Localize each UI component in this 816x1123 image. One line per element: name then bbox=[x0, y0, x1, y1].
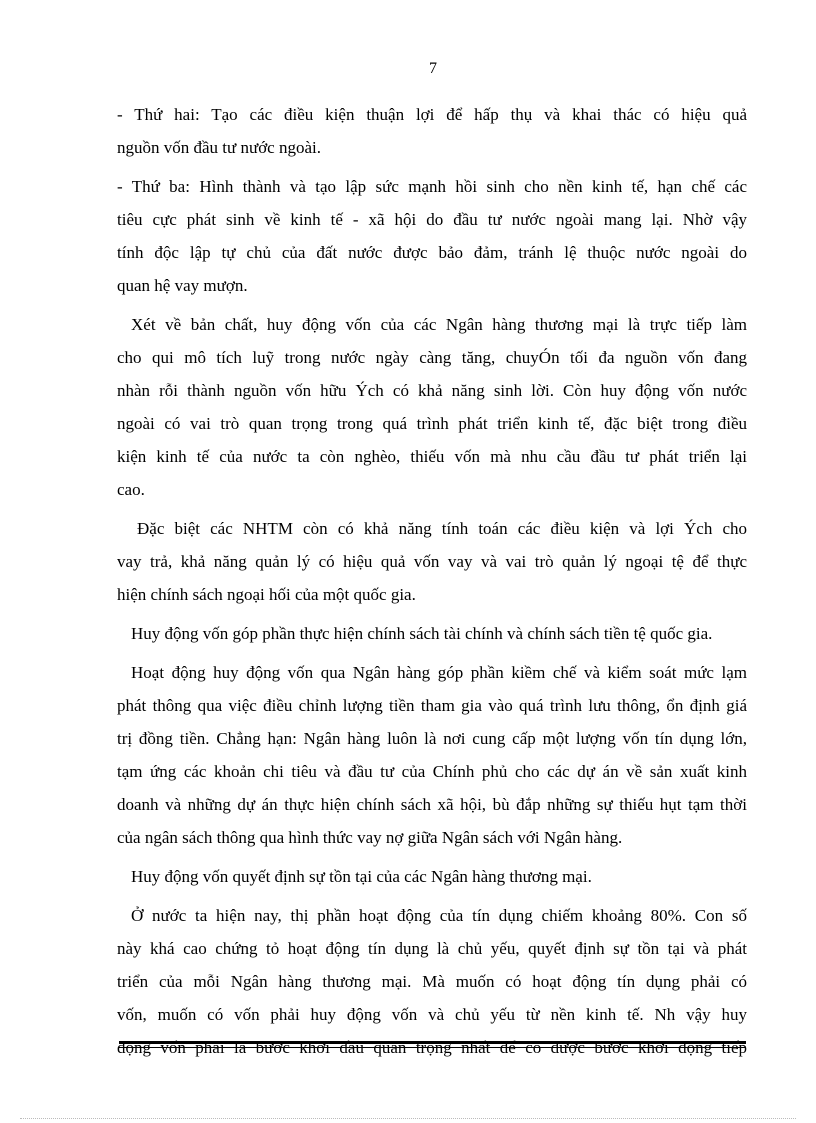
paragraph-lam-phat bbox=[117, 656, 747, 854]
text-line: tạm ứng các khoản chi tiêu và đầu tư của Chính phủ cho các dự án về sản xuất kinh bbox=[117, 762, 747, 781]
text-line: Huy động vốn quyết định sự tồn tại của các Ngân hàng thương mại. bbox=[131, 867, 592, 886]
text-line: - Thứ ba: Hình thành và tạo lập sức mạnh hồi sinh cho nền kinh tế, hạn chế các bbox=[117, 177, 747, 196]
paragraph-thu-hai bbox=[117, 98, 747, 164]
text-line: cao. bbox=[117, 480, 145, 499]
text-line: - Thứ hai: Tạo các điều kiện thuận lợi để hấp thụ và khai thác có hiệu quả bbox=[117, 105, 747, 124]
text-line: Đặc biệt các NHTM còn có khả năng tính toán các điều kiện và lợi Ých cho bbox=[137, 519, 747, 538]
text-line: phát thông qua việc điều chỉnh lượng tiền tham gia vào quá trình lưu thông, ổn định giá bbox=[117, 696, 747, 715]
text-line: trị đồng tiền. Chẳng hạn: Ngân hàng luôn là nơi cung cấp một lượng vốn tín dụng lớn, bbox=[117, 729, 747, 748]
text-line: vốn, muốn có vốn phải huy động vốn và chủ yếu từ nền kinh tế. Nh vậy huy bbox=[117, 1005, 747, 1024]
text-line: nguồn vốn đầu tư nước ngoài. bbox=[117, 138, 321, 157]
text-line: cho qui mô tích luỹ trong nước ngày càng tăng, chuyÓn tối đa nguồn vốn đang bbox=[117, 348, 747, 367]
paragraph-thu-ba bbox=[117, 170, 747, 302]
document-body bbox=[117, 98, 747, 1070]
text-line: động vốn phải là bước khởi đầu quan trọng nhất để có được bước khởi động tiếp bbox=[117, 1038, 747, 1057]
text-line: nhàn rỗi thành nguồn vốn hữu Ých có khả năng sinh lời. Còn huy động vốn nước bbox=[117, 381, 747, 400]
footer-rule-thin bbox=[119, 1047, 746, 1048]
page-bottom-border bbox=[20, 1118, 796, 1119]
text-line: của ngân sách thông qua hình thức vay nợ giữa Ngân sách với Ngân hàng. bbox=[117, 828, 623, 847]
text-line: Xét về bản chất, huy động vốn của các Ngân hàng thương mại là trực tiếp làm bbox=[131, 315, 747, 334]
paragraph-ton-tai bbox=[117, 860, 747, 893]
text-line: này khá cao chứng tỏ hoạt động tín dụng là chủ yếu, quyết định sự tồn tại và phát bbox=[117, 939, 747, 958]
text-line: Huy động vốn góp phần thực hiện chính sách tài chính và chính sách tiền tệ quốc gia. bbox=[131, 624, 713, 643]
text-line: doanh và những dự án thực hiện chính sách xã hội, bù đắp những sự thiếu hụt tạm thời bbox=[117, 795, 747, 814]
text-line: Hoạt động huy động vốn qua Ngân hàng góp phần kiềm chế và kiểm soát mức lạm bbox=[131, 663, 747, 682]
paragraph-thi-phan bbox=[117, 899, 747, 1064]
paragraph-nhtm bbox=[117, 512, 747, 611]
text-line: quan hệ vay mượn. bbox=[117, 276, 248, 295]
text-line: vay trả, khả năng quản lý có hiệu quả vốn vay và vai trò quản lý ngoại tệ để thực bbox=[117, 552, 747, 571]
text-line: hiện chính sách ngoại hối của một quốc gia. bbox=[117, 585, 416, 604]
text-line: tiêu cực phát sinh về kinh tế - xã hội do đầu tư nước ngoài mang lại. Nhờ vậy bbox=[117, 210, 747, 229]
text-line: kiện kinh tế của nước ta còn nghèo, thiếu vốn mà nhu cầu đầu tư phát triển lại bbox=[117, 447, 747, 466]
text-line: triển của mỗi Ngân hàng thương mại. Mà muốn có hoạt động tín dụng phải có bbox=[117, 972, 747, 991]
text-line: Ở nước ta hiện nay, thị phần hoạt động của tín dụng chiếm khoảng 80%. Con số bbox=[131, 906, 747, 925]
paragraph-chinh-sach bbox=[117, 617, 747, 650]
footer-rule-thick bbox=[119, 1041, 746, 1044]
text-line: tính độc lập tự chủ của đất nước được bảo đảm, tránh lệ thuộc nước ngoài do bbox=[117, 243, 747, 262]
text-line: ngoài có vai trò quan trọng trong quá trình phát triển kinh tế, đặc biệt trong điều bbox=[117, 414, 747, 433]
paragraph-ban-chat bbox=[117, 308, 747, 506]
page-number: 7 bbox=[429, 60, 437, 77]
